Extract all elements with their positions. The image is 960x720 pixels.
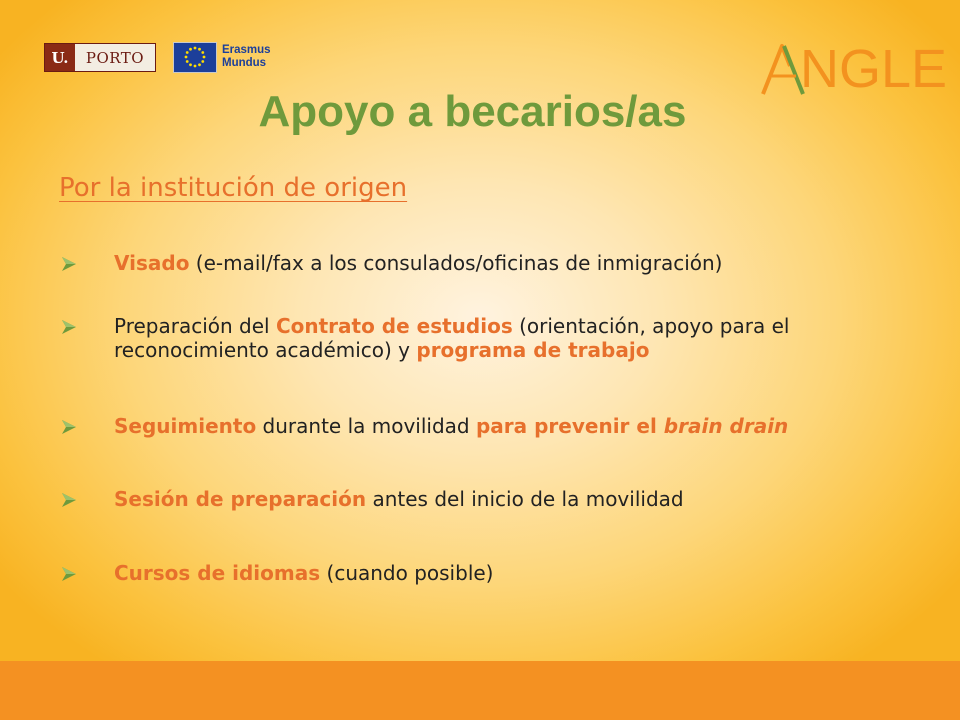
uporto-logo bbox=[44, 43, 156, 72]
bullet-highlight: Seguimiento bbox=[114, 414, 257, 438]
uporto-logo-porto: PORTO bbox=[85, 48, 145, 67]
bullet-plain: antes del inicio de la movilidad bbox=[366, 487, 684, 511]
arrow-bullet-icon bbox=[60, 414, 114, 441]
bullet-highlight: programa de trabajo bbox=[416, 338, 650, 362]
bullet-item-visado bbox=[60, 251, 920, 278]
bullet-highlight: Visado bbox=[114, 251, 190, 275]
arrow-bullet-icon bbox=[60, 251, 114, 278]
bullet-highlight: Contrato de estudios bbox=[275, 314, 513, 338]
erasmus-text-line2: Mundus bbox=[222, 57, 267, 69]
bullet-plain: (orientación, apoyo para el reconocimiento académico) y bbox=[114, 314, 790, 362]
erasmus-mundus-logo bbox=[173, 40, 271, 74]
eu-flag-icon bbox=[173, 42, 217, 73]
uporto-logo-u: U. bbox=[45, 44, 75, 71]
arrow-bullet-icon bbox=[60, 314, 114, 362]
bullet-plain: durante la movilidad bbox=[256, 414, 476, 438]
bullet-text bbox=[114, 561, 920, 588]
bullet-plain: (cuando posible) bbox=[320, 561, 494, 585]
arrow-bullet-icon bbox=[60, 561, 114, 588]
bullet-highlight: Sesión de preparación bbox=[114, 487, 367, 511]
arrow-bullet-icon bbox=[60, 487, 114, 514]
angle-logo-text: NGLE bbox=[800, 39, 948, 99]
bullet-text bbox=[114, 314, 920, 362]
slide-title: Apoyo a becarios/as bbox=[258, 87, 687, 136]
bullet-plain: (e-mail/fax a los consulados/oficinas de inmigración) bbox=[189, 251, 723, 275]
bullet-text bbox=[114, 414, 920, 441]
bullet-highlight: Cursos de idiomas bbox=[114, 561, 321, 585]
bullet-item-cursos bbox=[60, 561, 920, 588]
bottom-bar bbox=[0, 661, 960, 720]
slide-subtitle: Por la institución de origen bbox=[59, 173, 408, 203]
bullet-plain: Preparación del bbox=[114, 314, 276, 338]
bullet-text bbox=[114, 487, 920, 514]
bullet-item-seguimiento bbox=[60, 414, 920, 441]
erasmus-mundus-text bbox=[222, 44, 271, 70]
bullet-item-sesion bbox=[60, 487, 920, 514]
bullet-highlight: para prevenir el bbox=[475, 414, 664, 438]
bullet-item-contrato bbox=[60, 314, 920, 362]
bullet-text bbox=[114, 251, 920, 278]
bullet-highlight-italic: brain drain bbox=[663, 414, 789, 438]
erasmus-text-line1: Erasmus bbox=[222, 44, 271, 56]
